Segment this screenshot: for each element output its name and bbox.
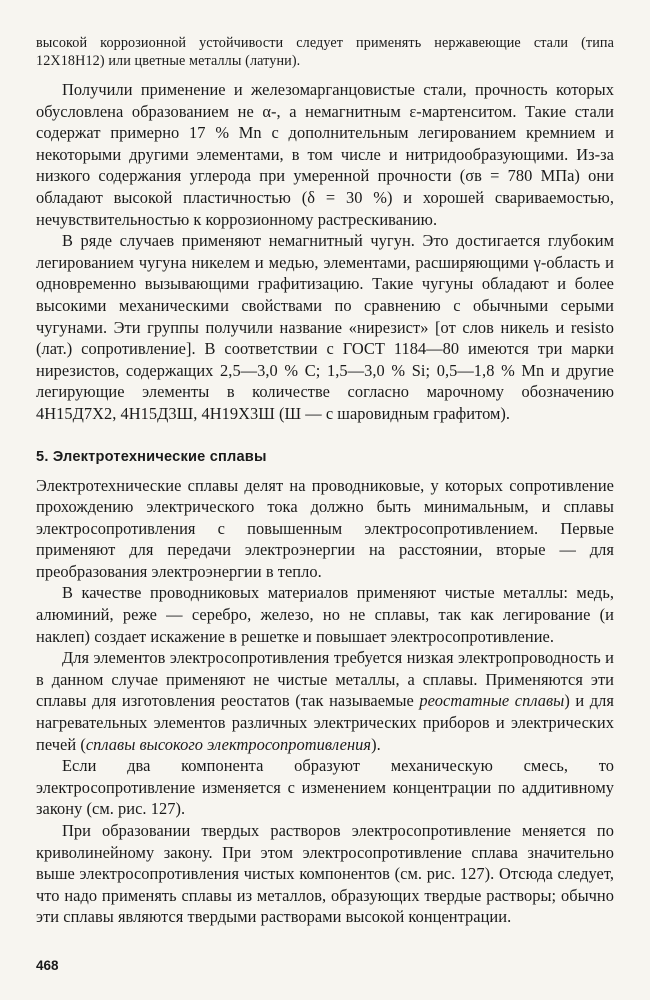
section-heading: 5. Электротехнические сплавы [36,448,267,465]
paragraph-ferromanganese-steels: Получили применение и железомарганцовистые стали, прочность которых обусловлена образованием не α-, а немагнитным ε-мартенситом. Такие стали содержат примерно 17 % Mn с дополнительным легированием кремнием и некоторыми другими элементами, в том числе и нитридообразующими. Из-за низкого содержания углерода при умеренной прочности (σв = 780 МПа) они обладают высокой пластичностью (δ = 30 %) и хорошей свариваемостью, нечувствительностью к коррозионному растрескиванию. [36,80,614,229]
page-number: 468 [36,958,59,973]
paragraph-solid-solutions: При образовании твердых растворов электросопротивление меняется по криволинейному закону. При этом электросопротивление сплава значительно выше электросопротивления чистых компонентов (см. рис. 127). Отсюда следует, что надо применять сплавы из металлов, образующих твердые растворы; обычно эти сплавы являются твердыми растворами высокой концентрации. [36,821,614,927]
paragraph-nonmagnetic-cast-iron: В ряде случаев применяют немагнитный чугун. Это достигается глубоким легированием чугуна никелем и медью, элементами, расширяющими γ-область и одновременно вызывающими графитизацию. Такие чугуны обладают и более высокими механическими свойствами по сравнению с обычными серыми чугунами. Эти группы получили название «нирезист» [от слов никель и resisto (лат.) сопротивление]. В соответствии с ГОСТ 1184—80 имеются три марки нирезистов, содержащих 2,5—3,0 % С; 1,5—3,0 % Si; 0,5—1,8 % Mn и другие легирующие элементы в количестве согласно марочному обозначению 4Н15Д7Х2, 4Н15Д3Ш, 4Н19Х3Ш (Ш — с шаровидным графитом). [36,231,614,423]
top-fragment: высокой коррозионной устойчивости следует применять нержавеющие стали (типа 12Х18Н12) или цветные металлы (латуни). [36,35,614,69]
italic-term-rheostat-alloys: реостатные сплавы [419,691,565,711]
paragraph-mechanical-mixture: Если два компонента образуют механическую смесь, то электросопротивление изменяется с изменением концентрации по аддитивному закону (см. рис. 127). [36,756,614,819]
paragraph-electrotech-alloys-intro: Электротехнические сплавы делят на проводниковые, у которых сопротивление прохождению электрического тока должно быть минимальным, и сплавы электросопротивления с повышенным электросопротивлением. Первые применяют для передачи электроэнергии на расстоянии, вторые — для преобразования электроэнергии в тепло. [36,475,614,581]
page-content [36,34,614,928]
paragraph-conductor-materials: В качестве проводниковых материалов применяют чистые металлы: медь, алюминий, реже — серебро, железо, но не сплавы, так как легирование (и наклеп) создает искажение в решетке и повышает электросопротивление. [36,583,614,646]
italic-term-high-resistance-alloys: сплавы высокого электросопротивления [85,734,372,754]
text-run: ). [371,734,381,754]
text-run: ) и для нагревательных элементов различных электрических приборов и электрических печей ( [36,691,614,754]
paragraph-resistance-elements [36,647,614,755]
text-run: Для элементов электросопротивления требуется низкая электропроводность и в данном случае применяют не чистые металлы, а сплавы. Применяются эти сплавы для изготовления реостатов (так называемые [36,648,614,711]
